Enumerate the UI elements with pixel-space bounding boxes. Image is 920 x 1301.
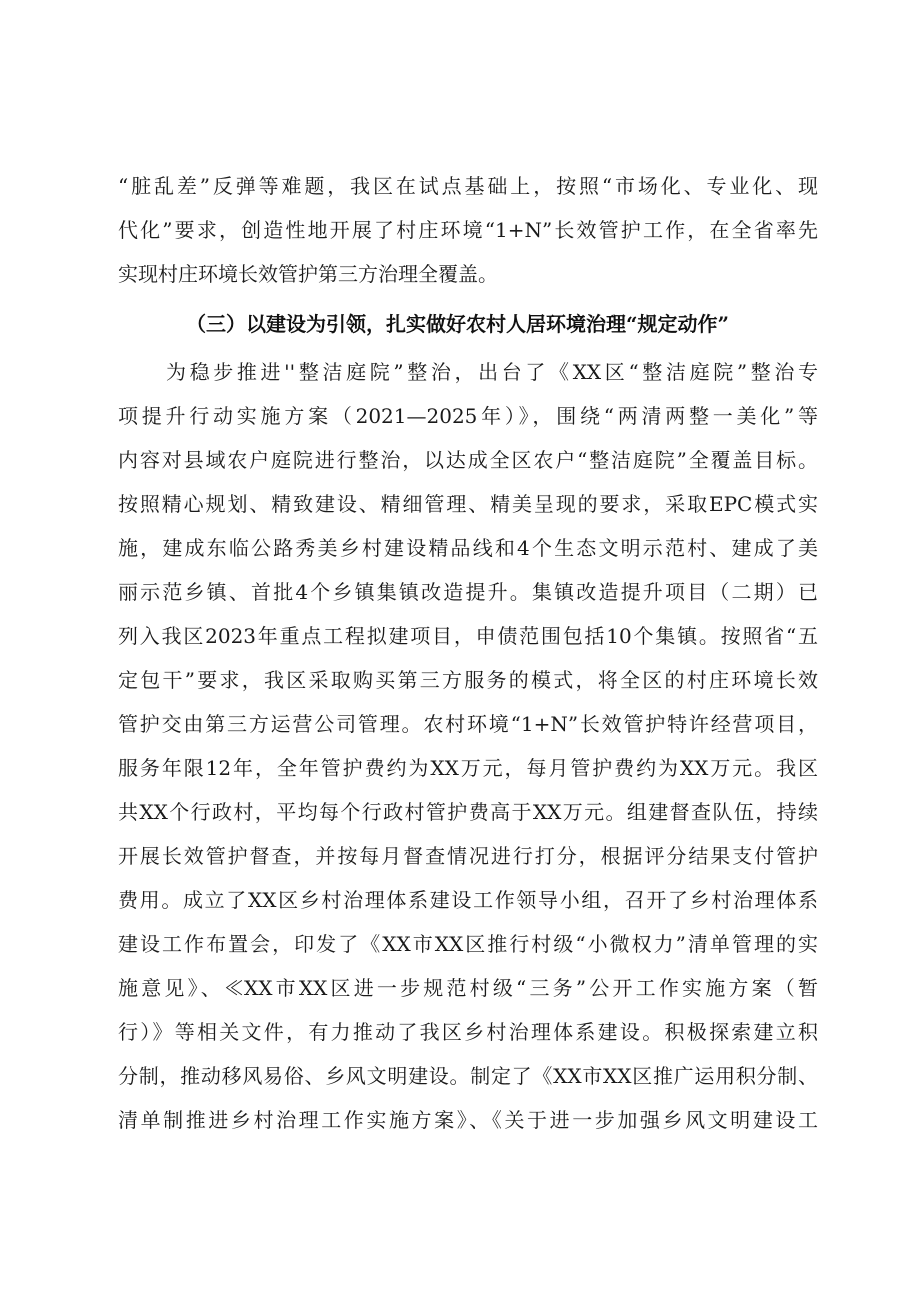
paragraph2-line-16: 行）》等相关文件，有力推动了我区乡村治理体系建设。积极探索建立积	[118, 1020, 818, 1044]
paragraph1-line-3: 实现村庄环境长效管护第三方治理全覆盖。	[118, 262, 498, 286]
paragraph2-line-11: 共XX个行政村，平均每个行政村管护费高于XX万元。组建督查队伍，持续	[118, 800, 818, 824]
paragraph2-line-3: 内容对县域农户庭院进行整治，以达成全区农户“整洁庭院”全覆盖目标。	[118, 448, 818, 472]
paragraph2-line-2: 项提升行动实施方案（2021—2025年）》，围绕“两清两整一美化”等	[118, 404, 818, 428]
paragraph2-line-4: 按照精心规划、精致建设、精细管理、精美呈现的要求，采取EPC模式实	[118, 492, 818, 516]
paragraph2-line-14: 建设工作布置会，印发了《XX市XX区推行村级“小微权力”清单管理的实	[118, 932, 818, 956]
paragraph2-line-6: 丽示范乡镇、首批4个乡镇集镇改造提升。集镇改造提升项目（二期）已	[118, 580, 818, 604]
paragraph2-line-12: 开展长效管护督查，并按每月督查情况进行打分，根据评分结果支付管护	[118, 844, 818, 868]
paragraph2-line-1: 为稳步推进''整洁庭院”整治，出台了《XX区“整洁庭院”整治专	[166, 360, 818, 384]
paragraph2-line-15: 施意见》、≪XX市XX区进一步规范村级“三务”公开工作实施方案（暂	[118, 976, 818, 1000]
section-heading: （三）以建设为引领，扎实做好农村人居环境治理“规定动作”	[186, 312, 730, 336]
paragraph2-line-5: 施，建成东临公路秀美乡村建设精品线和4个生态文明示范村、建成了美	[118, 536, 818, 560]
paragraph2-line-7: 列入我区2023年重点工程拟建项目，申债范围包括10个集镇。按照省“五	[118, 624, 818, 648]
paragraph2-line-8: 定包干”要求，我区采取购买第三方服务的模式，将全区的村庄环境长效	[118, 668, 818, 692]
paragraph2-line-17: 分制，推动移风易俗、乡风文明建设。制定了《XX市XX区推广运用积分制、	[118, 1064, 818, 1088]
paragraph2-line-9: 管护交由第三方运营公司管理。农村环境“1+N”长效管护特许经营项目，	[118, 712, 818, 736]
paragraph1-line-2: 代化”要求，创造性地开展了村庄环境“1+N”长效管护工作，在全省率先	[118, 218, 818, 242]
paragraph1-line-1: “脏乱差”反弹等难题，我区在试点基础上，按照“市场化、专业化、现	[118, 174, 818, 198]
paragraph2-line-13: 费用。成立了XX区乡村治理体系建设工作领导小组，召开了乡村治理体系	[118, 888, 818, 912]
paragraph2-line-10: 服务年限12年，全年管护费约为XX万元，每月管护费约为XX万元。我区	[118, 756, 818, 780]
paragraph2-line-18: 清单制推进乡村治理工作实施方案》、《关于进一步加强乡风文明建设工	[118, 1108, 818, 1132]
